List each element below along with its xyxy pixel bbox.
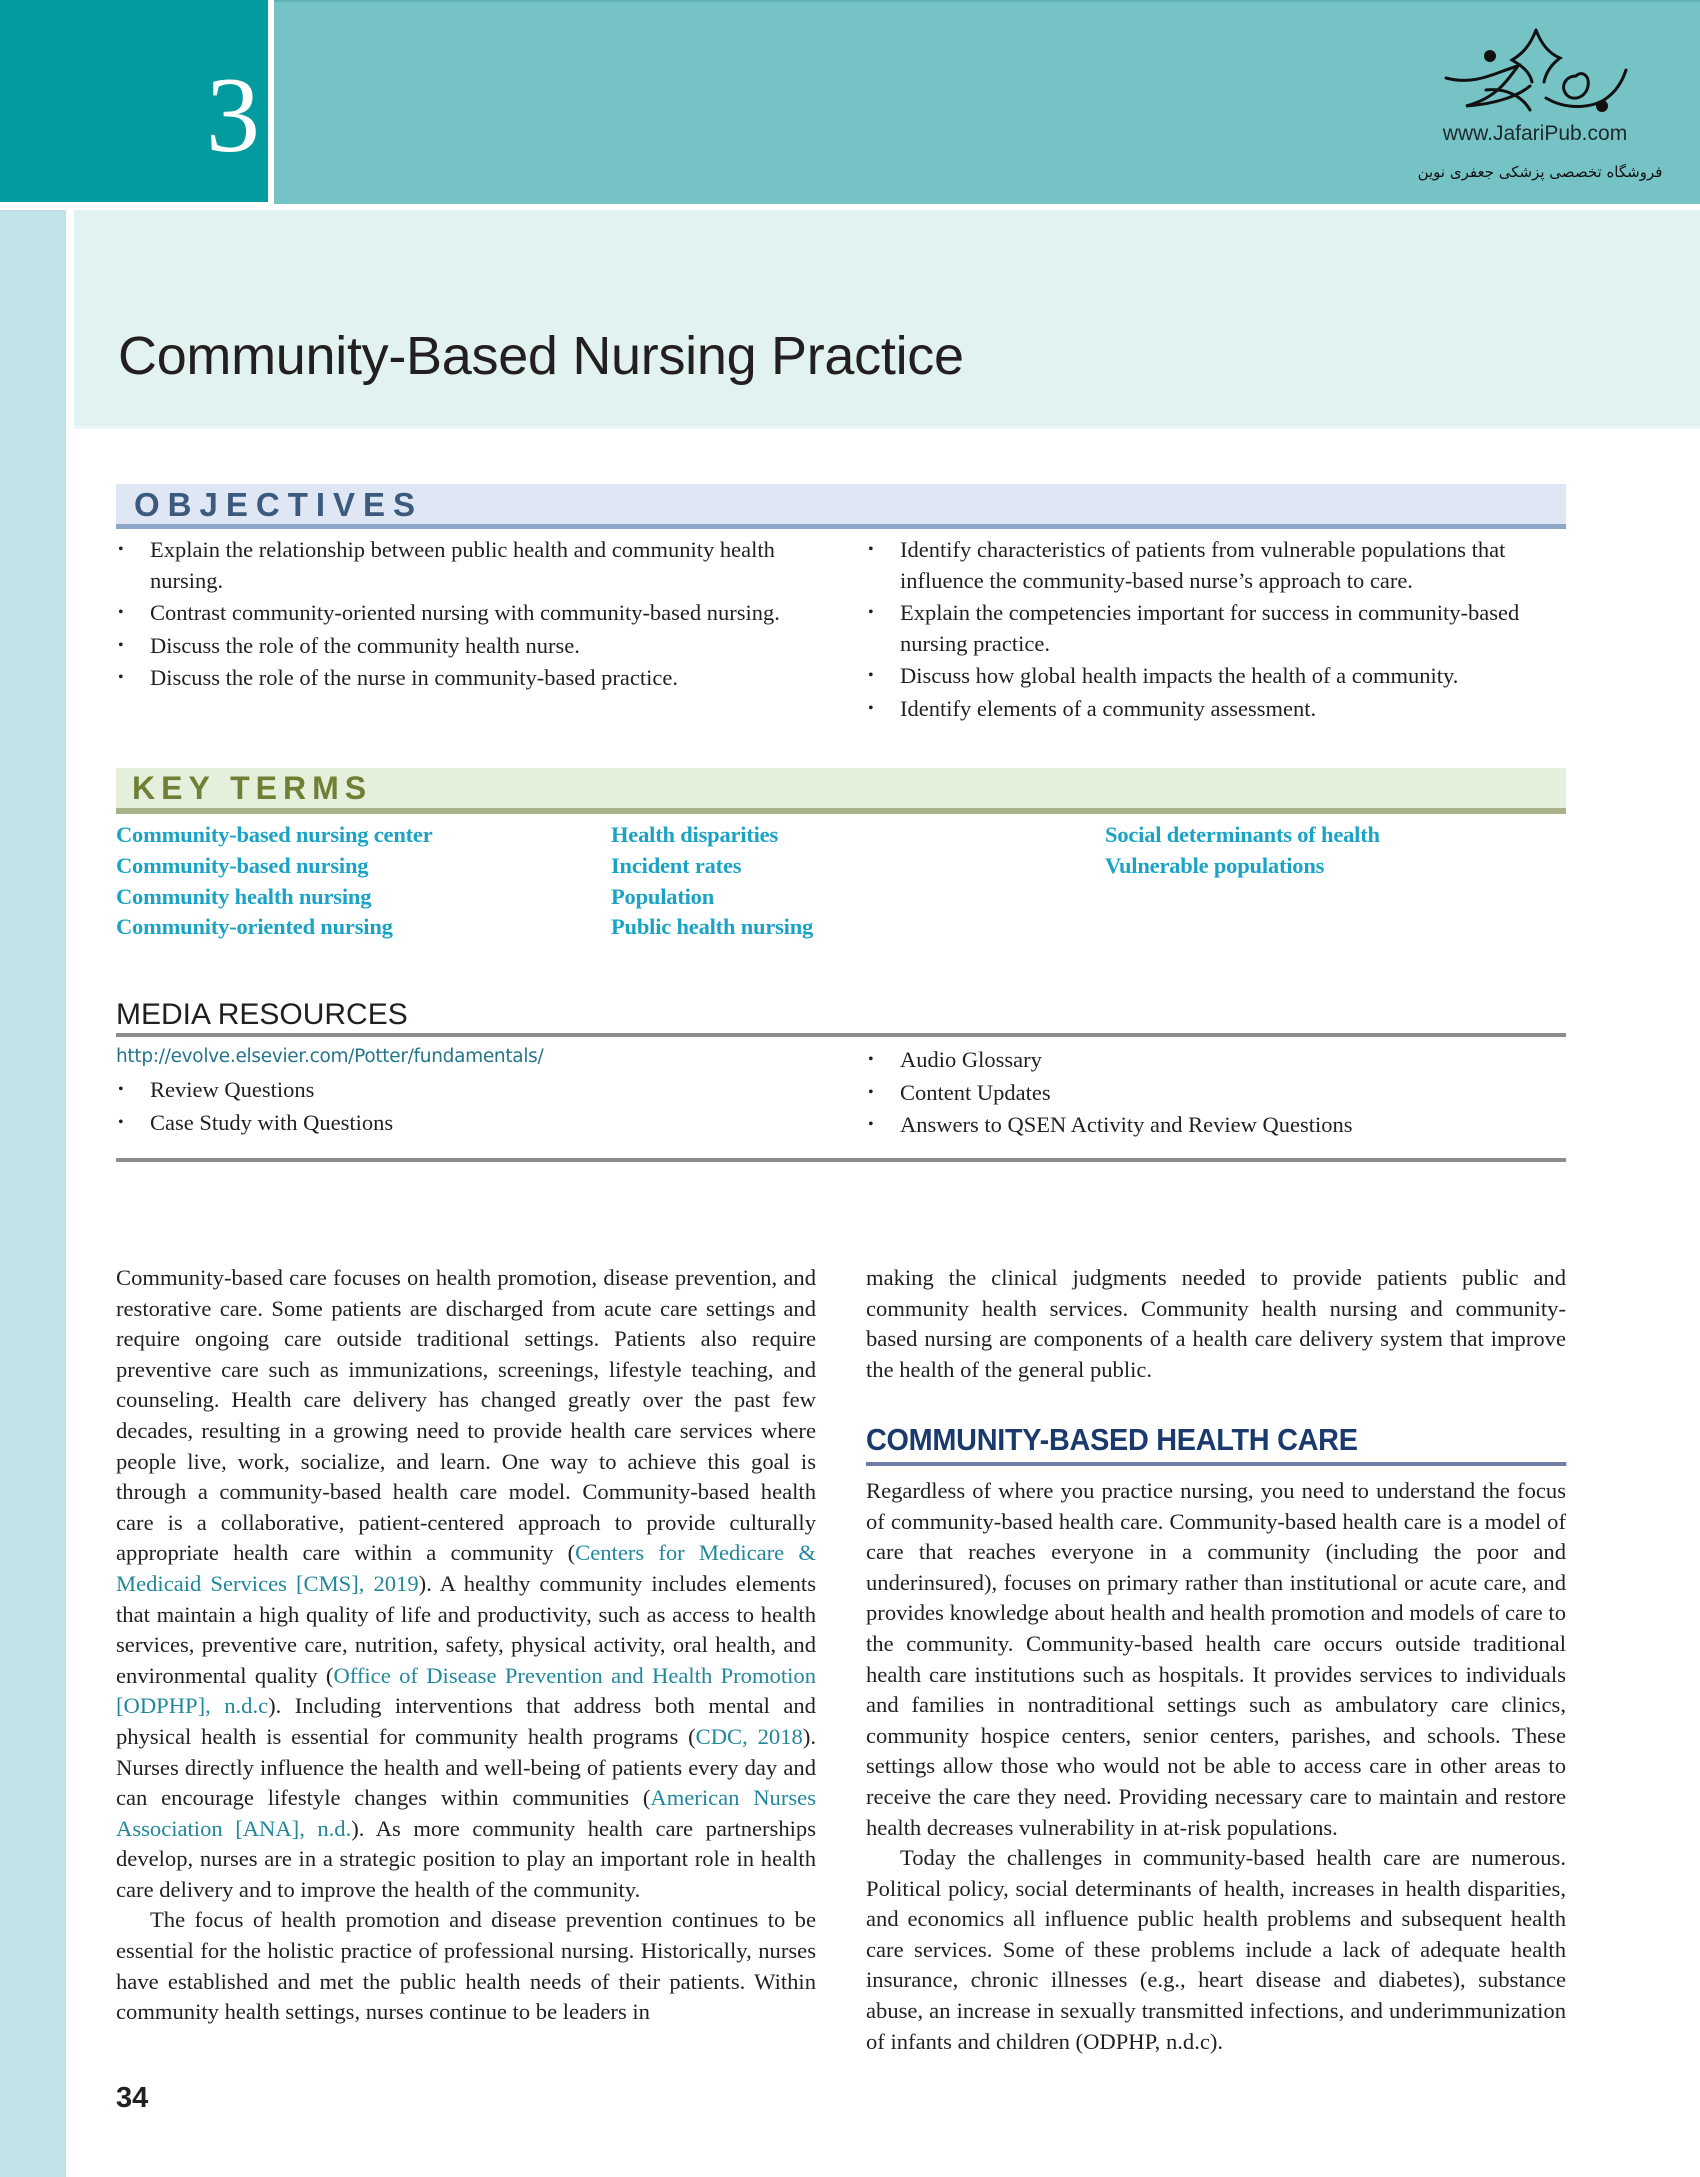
- key-term-link[interactable]: Public health nursing: [611, 914, 814, 940]
- key-term-link[interactable]: Health disparities: [611, 822, 779, 847]
- objective-item: • Discuss how global health impacts the health of a community.: [866, 661, 1566, 692]
- chapter-number-box: [0, 0, 268, 202]
- page-number: 34: [116, 2082, 149, 2114]
- body-text: Community-based care focuses on health promotion, disease prevention, and restorative care. Some patients are discharged from acute care settings and require ongoing care outside traditional settings. Patients also require preventive care such as immunizations, screenings, lifestyle teaching, and counseling. Health care delivery has changed greatly over the past few decades, resulting in a growing need to provide health care services where people live, work, socialize, and learn. One way to achieve this goal is through a community-based health care model. Community-based health care is a collaborative, patient-centered approach to provide culturally appropriate health care within a community (: [116, 1265, 816, 1566]
- citation-link[interactable]: Office of Disease Prevention and Health Promotion [ODPHP], n.d.c: [116, 1662, 816, 1719]
- media-item: • Content Updates: [866, 1078, 1566, 1109]
- body-text: ). A healthy community includes elements that maintain a high quality of life and productivity, such as access to health services, preventive care, nutrition, safety, physical activity, oral health, and environmental quality (: [116, 1570, 816, 1688]
- body-text: ). As more community health care partnerships develop, nurses are in a strategic position to play an important role in health care delivery and to improve the health of the community.: [116, 1815, 817, 1902]
- citation-link[interactable]: CDC, 2018: [695, 1723, 803, 1749]
- objective-item: • Explain the competencies important for success in community-based nursing practice.: [866, 598, 1566, 659]
- key-terms-column-3: [1105, 820, 1380, 882]
- key-term-link[interactable]: Population: [611, 883, 715, 909]
- evolve-link[interactable]: http://evolve.elsevier.com/Potter/fundamentals/: [116, 1046, 544, 1067]
- calligraphy-logo-icon: [1426, 26, 1646, 118]
- media-item: • Audio Glossary: [866, 1045, 1566, 1076]
- objectives-list-right: [866, 535, 1566, 726]
- media-item: • Review Questions: [116, 1075, 816, 1106]
- key-term-link[interactable]: Vulnerable populations: [1105, 852, 1325, 878]
- divider: [116, 1033, 1566, 1037]
- objective-item: • Explain the relationship between public health and community health nursing.: [116, 535, 816, 596]
- body-column-right: [866, 1263, 1566, 2057]
- media-list-left: [116, 1075, 816, 1140]
- citation-link[interactable]: Centers for Medicare & Medicaid Services [CMS], 2019: [116, 1540, 816, 1596]
- chapter-number: 3: [206, 56, 260, 175]
- media-list-right: [866, 1045, 1566, 1143]
- page-title: Community-Based Nursing Practice: [118, 326, 964, 386]
- body-paragraph: The focus of health promotion and disease prevention continues to be essential for the holistic practice of professional nursing. Historically, nurses have established and met the public health needs of their patients. Within community health settings, nurses continue to be leaders in: [116, 1907, 816, 2025]
- media-item: • Case Study with Questions: [116, 1108, 816, 1139]
- key-term-link[interactable]: Social determinants of health: [1105, 822, 1380, 847]
- key-terms-heading: KEY TERMS: [132, 770, 373, 806]
- body-column-left: [116, 1263, 816, 2028]
- body-paragraph: making the clinical judgments needed to provide patients public and community health services. Community health nursing and community-based nursing are components of a health care delivery system that improve the health of the general public.: [866, 1265, 1566, 1382]
- citation-link[interactable]: American Nurses Association [ANA], n.d.: [116, 1785, 816, 1841]
- body-paragraph: Today the challenges in community-based health care are numerous. Political policy, social determinants of health, increases in health disparities, and economics all influence public health problems and subsequent health care services. Some of these problems include a lack of adequate health insurance, chronic illnesses (e.g., heart disease and diabetes), substance abuse, an increase in sexually transmitted infections, and underimmunization of infants and children (ODPHP, n.d.c).: [866, 1845, 1566, 2054]
- section-heading: COMMUNITY-BASED HEALTH CARE: [866, 1425, 1566, 1466]
- publisher-watermark: [1400, 26, 1690, 196]
- body-paragraph: [116, 1263, 816, 1905]
- key-term-link[interactable]: Community-based nursing center: [116, 822, 433, 847]
- key-terms-heading-bar: [116, 768, 1566, 814]
- objective-item: • Identify characteristics of patients from vulnerable populations that influence the community-based nurse’s approach to care.: [866, 535, 1566, 596]
- body-paragraph: Regardless of where you practice nursing, you need to understand the focus of community-based health care. Community-based health care is a model of care that reaches everyone in a community (including the poor and underinsured), focuses on primary rather than institutional or acute care, and provides knowledge about health and health promotion and models of care to the community. Community-based health care occurs outside traditional health care institutions such as hospitals. It provides services to individuals and families in nontraditional settings such as ambulatory care clinics, community hospice centers, senior centers, parishes, and schools. These settings allow those who would not be able to access care in other areas to receive the care they need. Providing necessary care to maintain and restore health decreases vulnerability in at-risk populations.: [866, 1477, 1566, 1840]
- key-terms-column-2: [611, 820, 813, 943]
- media-resources-heading: MEDIA RESOURCES: [116, 998, 408, 1031]
- objective-item: • Discuss the role of the nurse in community-based practice.: [116, 663, 816, 694]
- objectives-list-left: [116, 535, 816, 696]
- publisher-url: www.JafariPub.com: [1442, 122, 1628, 145]
- media-item: • Answers to QSEN Activity and Review Questions: [866, 1110, 1566, 1141]
- key-term-link[interactable]: Community health nursing: [116, 883, 372, 909]
- publisher-tagline: فروشگاه تخصصی پزشکی جعفری نوین: [1417, 163, 1663, 181]
- body-text: ). Nurses directly influence the health and well-being of patients every day and can encourage lifestyle changes within communities (: [116, 1723, 816, 1811]
- objectives-heading-bar: [116, 484, 1566, 529]
- key-terms-column-1: [116, 820, 433, 943]
- key-term-link[interactable]: Incident rates: [611, 852, 742, 878]
- key-term-link[interactable]: Community-based nursing: [116, 852, 369, 878]
- objective-item: • Contrast community-oriented nursing with community-based nursing.: [116, 598, 816, 629]
- divider: [116, 1158, 1566, 1162]
- left-margin-strip: [0, 210, 66, 2177]
- key-term-link[interactable]: Community-oriented nursing: [116, 914, 393, 940]
- objective-item: • Identify elements of a community assessment.: [866, 694, 1566, 725]
- title-band: [74, 210, 1700, 429]
- objective-item: • Discuss the role of the community health nurse.: [116, 631, 816, 662]
- body-text: ). Including interventions that address both mental and physical health is essential for community health programs (: [116, 1693, 816, 1749]
- objectives-heading: OBJECTIVES: [134, 486, 424, 523]
